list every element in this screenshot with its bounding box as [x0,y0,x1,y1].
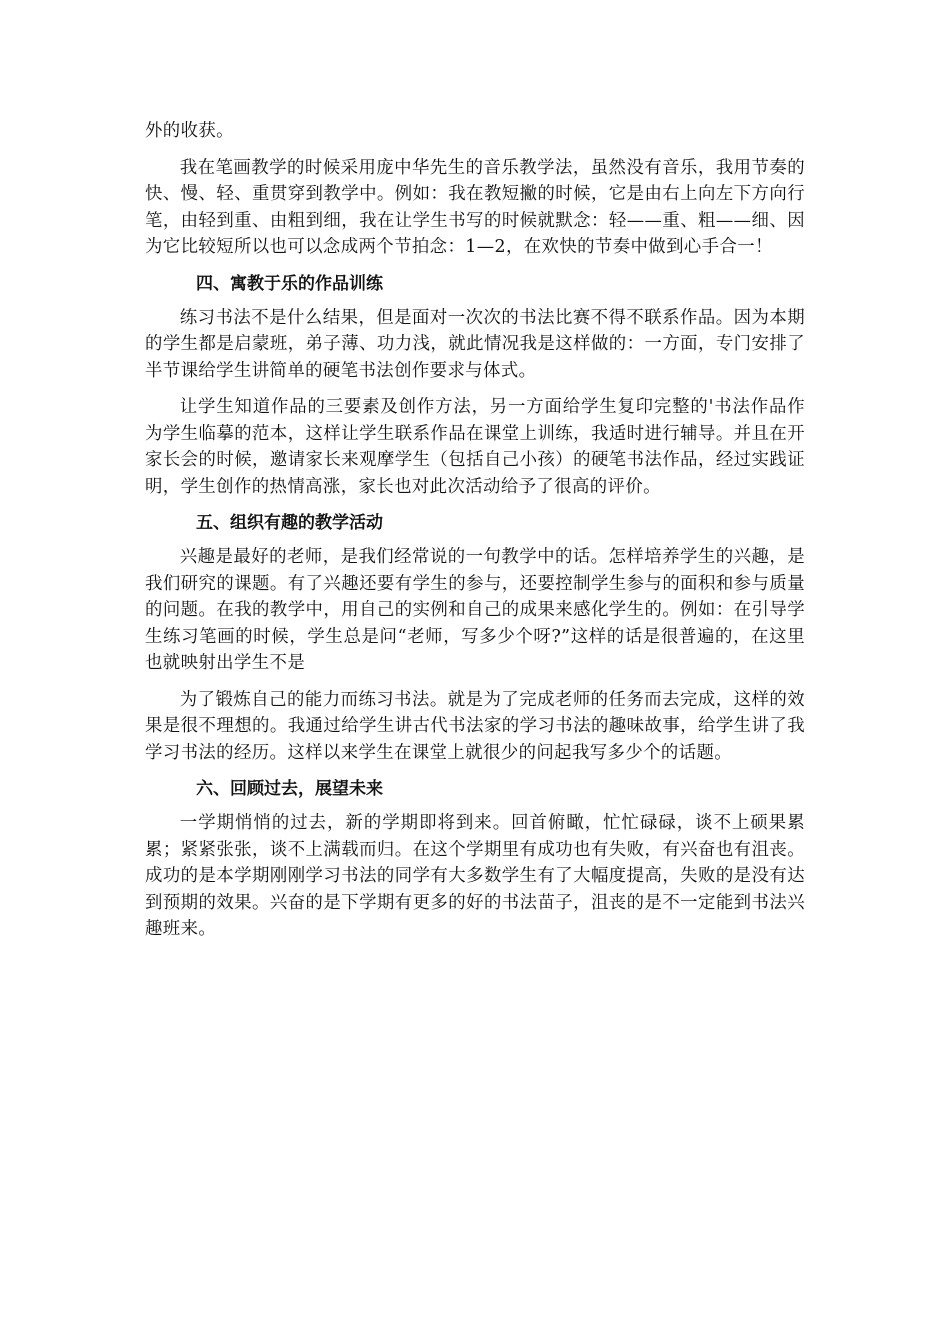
section-heading-6: 六、回顾过去，展望未来 [196,779,383,799]
paragraph-continuation: 外的收获。 [145,121,234,141]
paragraph: 为了锻炼自己的能力而练习书法。就是为了完成老师的任务而去完成，这样的效果是很不理想的。我通过给学生讲古代书法家的学习书法的趣味故事，给学生讲了我学习书法的经历。这样以来学生在课堂上就很少的问起我写多少个的话题。 [145,689,805,763]
paragraph: 兴趣是最好的老师，是我们经常说的一句教学中的话。怎样培养学生的兴趣，是我们研究的课题。有了兴趣还要有学生的参与，还要控制学生参与的面积和参与质量的问题。在我的教学中，用自己的实例和自己的成果来感化学生的。例如：在引导学生练习笔画的时候，学生总是问“老师，写多少个呀?”这样的话是很普遍的，在这里也就映射出学生不是 [145,547,805,673]
paragraph-stroke-teaching: 我在笔画教学的时候采用庞中华先生的音乐教学法，虽然没有音乐，我用节奏的快、慢、轻、重贯穿到教学中。例如：我在教短撇的时候，它是由右上向左下方向行笔，由轻到重、由粗到细，我在让学生书写的时候就默念：轻——重、粗——细、因为它比较短所以也可以念成两个节拍念：1—2，在欢快的节奏中做到心手合一！ [145,157,805,257]
paragraph: 让学生知道作品的三要素及创作方法，另一方面给学生复印完整的'书法作品作为学生临摹的范本，这样让学生联系作品在课堂上训练，我适时进行辅导。并且在开家长会的时候，邀请家长来观摩学生（包括自己小孩）的硬笔书法作品，经过实践证明，学生创作的热情高涨，家长也对此次活动给予了很高的评价。 [145,397,805,497]
document-page [145,118,805,943]
paragraph: 练习书法不是什么结果，但是面对一次次的书法比赛不得不联系作品。因为本期的学生都是启蒙班，弟子薄、功力浅，就此情况我是这样做的：一方面，专门安排了半节课给学生讲简单的硬笔书法创作要求与体式。 [145,307,805,381]
section-heading-5: 五、组织有趣的教学活动 [196,513,383,533]
paragraph: 一学期悄悄的过去，新的学期即将到来。回首俯瞰，忙忙碌碌，谈不上硕果累累；紧紧张张，谈不上满载而归。在这个学期里有成功也有失败，有兴奋也有沮丧。成功的是本学期刚刚学习书法的同学有大多数学生有了大幅度提高，失败的是没有达到预期的效果。兴奋的是下学期有更多的好的书法苗子，沮丧的是不一定能到书法兴趣班来。 [145,813,805,939]
section-heading-4: 四、寓教于乐的作品训练 [196,273,383,294]
